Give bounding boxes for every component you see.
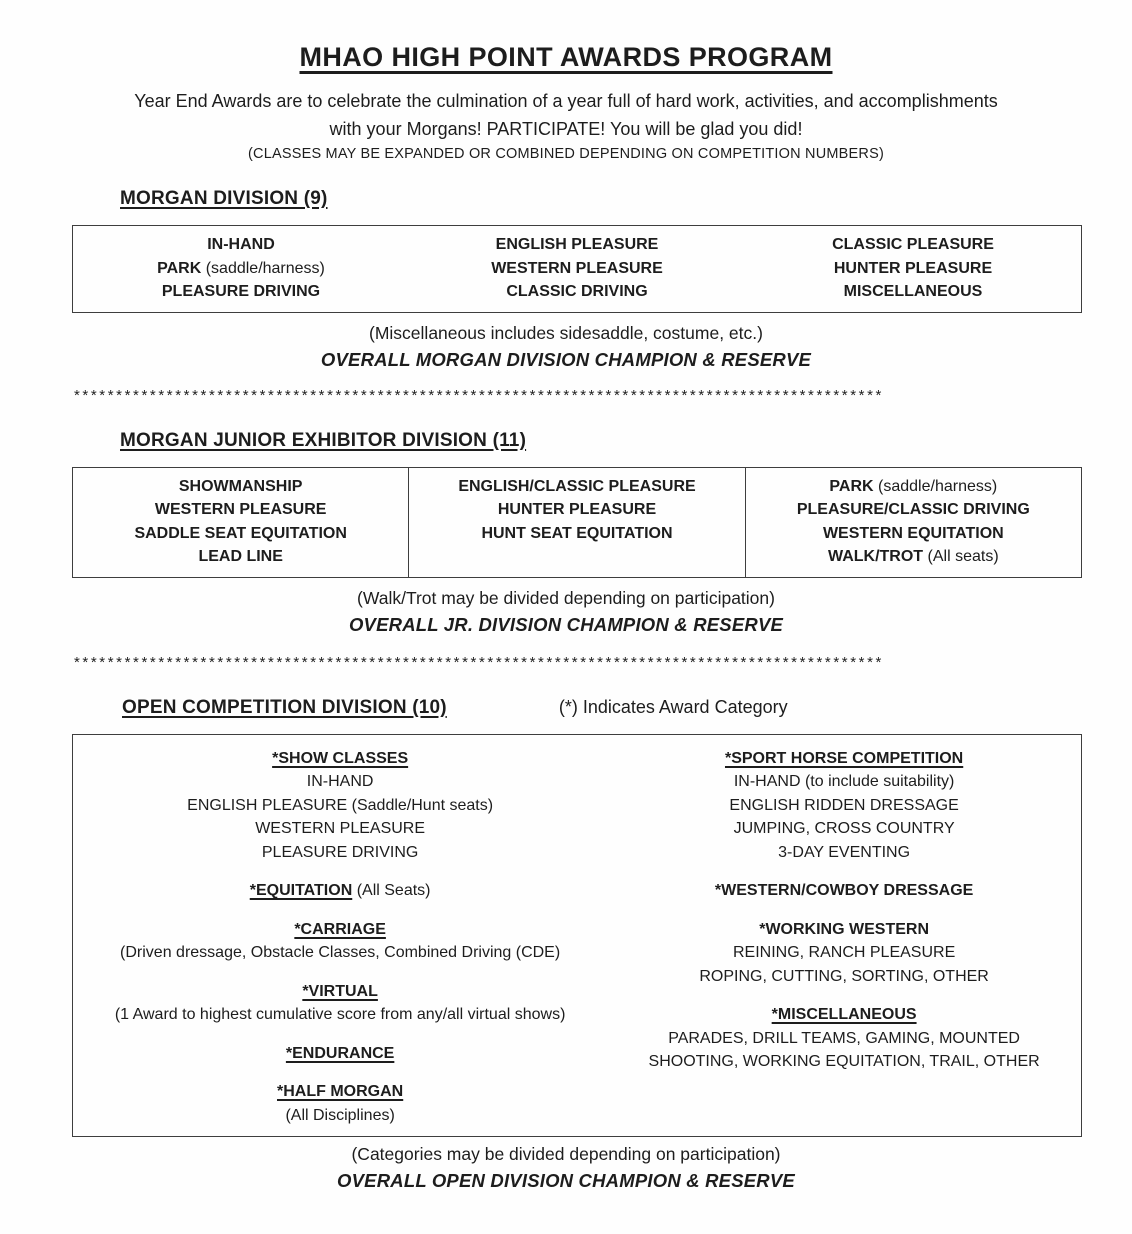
- class-item: WESTERN PLEASURE: [491, 259, 663, 277]
- page-title-text: MHAO HIGH POINT AWARDS PROGRAM: [299, 42, 833, 72]
- class-item: ENGLISH RIDDEN DRESSAGE: [729, 796, 959, 814]
- class-item: [750, 545, 1077, 569]
- open-champion-line: OVERALL OPEN DIVISION CHAMPION & RESERVE: [337, 1170, 795, 1191]
- category-header-equitation: [73, 879, 607, 903]
- morgan-division-heading-text: MORGAN DIVISION (9): [120, 188, 328, 209]
- class-item: WESTERN EQUITATION: [822, 524, 1004, 542]
- class-item-detail: (saddle/harness): [201, 259, 325, 277]
- open-division-table: [72, 734, 1082, 1138]
- morgan-champion-line: OVERALL MORGAN DIVISION CHAMPION & RESERVE: [320, 348, 812, 370]
- class-item: (All Disciplines): [285, 1106, 395, 1124]
- open-division-heading-text: OPEN COMPETITION DIVISION (10): [122, 696, 447, 718]
- junior-column-1: [73, 468, 408, 577]
- class-item: IN-HAND (to include suitability): [733, 773, 955, 790]
- category-header-carriage: *CARRIAGE: [294, 920, 386, 938]
- open-division-heading-row: [122, 697, 1132, 719]
- class-item: ENGLISH PLEASURE (Saddle/Hunt seats): [187, 796, 494, 814]
- category-header-endurance: *ENDURANCE: [285, 1044, 395, 1062]
- junior-division-table: [72, 467, 1082, 578]
- class-item: ROPING, CUTTING, SORTING, OTHER: [699, 967, 989, 985]
- category-header-text: *EQUITATION: [249, 882, 353, 899]
- category-header-show-classes: *SHOW CLASSES: [272, 749, 409, 767]
- class-item: REINING, RANCH PLEASURE: [732, 944, 956, 961]
- category-header-miscellaneous: *MISCELLANEOUS: [771, 1006, 917, 1023]
- category-header-western-cowboy-dressage: *WESTERN/COWBOY DRESSAGE: [714, 882, 974, 899]
- page-title: [0, 0, 1132, 73]
- class-item: IN-HAND: [306, 773, 374, 790]
- morgan-column-1: [73, 226, 409, 312]
- class-item: PLEASURE DRIVING: [261, 843, 419, 861]
- expansion-note: (CLASSES MAY BE EXPANDED OR COMBINED DEPENDING ON COMPETITION NUMBERS): [248, 146, 884, 162]
- asterisk-divider: ************************************************************************************************: [74, 386, 884, 404]
- intro-paragraph: [0, 87, 1132, 143]
- class-item: WESTERN PLEASURE: [255, 820, 426, 837]
- class-item: HUNTER PLEASURE: [833, 259, 993, 277]
- junior-champion-line: OVERALL JR. DIVISION CHAMPION & RESERVE: [348, 613, 784, 635]
- junior-column-2: [408, 468, 744, 577]
- class-item: SHOOTING, WORKING EQUITATION, TRAIL, OTHER: [648, 1053, 1040, 1070]
- class-item-bold: PARK: [157, 259, 202, 277]
- award-category-note: (*) Indicates Award Category: [558, 696, 788, 717]
- intro-line-2: with your Morgans! PARTICIPATE! You will be glad you did!: [329, 119, 803, 139]
- asterisk-divider: ************************************************************************************************: [74, 653, 884, 671]
- class-item: HUNTER PLEASURE: [497, 501, 657, 518]
- class-item: LEAD LINE: [198, 548, 283, 565]
- class-item: CLASSIC DRIVING: [506, 283, 648, 300]
- class-item: (Driven dressage, Obstacle Classes, Combined Driving (CDE): [120, 944, 561, 961]
- categories-note: (Categories may be divided depending on participation): [351, 1144, 781, 1164]
- class-item: PARADES, DRILL TEAMS, GAMING, MOUNTED: [668, 1029, 1020, 1047]
- class-item: SHOWMANSHIP: [178, 477, 303, 495]
- miscellaneous-note: (Miscellaneous includes sidesaddle, costume, etc.): [369, 322, 763, 343]
- junior-column-3: [745, 468, 1081, 577]
- junior-division-heading-text: MORGAN JUNIOR EXHIBITOR DIVISION (11): [120, 429, 527, 451]
- morgan-division-table: [72, 225, 1082, 313]
- intro-line-1: Year End Awards are to celebrate the culmination of a year full of hard work, activities, and accomplishments: [134, 91, 998, 111]
- category-header-detail: (All Seats): [352, 882, 431, 899]
- open-division-heading: [122, 697, 447, 719]
- open-right-column: [607, 747, 1081, 1128]
- class-item: [750, 475, 1077, 499]
- category-header-half-morgan: *HALF MORGAN: [277, 1083, 404, 1100]
- category-header-working-western: *WORKING WESTERN: [759, 920, 929, 938]
- class-item: SADDLE SEAT EQUITATION: [134, 524, 347, 542]
- class-item: CLASSIC PLEASURE: [832, 236, 994, 253]
- class-item: [77, 257, 405, 281]
- category-header-virtual: *VIRTUAL: [302, 982, 378, 1000]
- junior-division-heading: [120, 430, 1132, 452]
- class-item: WESTERN PLEASURE: [154, 501, 327, 518]
- open-left-column: [73, 747, 607, 1128]
- class-item: (1 Award to highest cumulative score from any/all virtual shows): [114, 1006, 566, 1023]
- class-item-detail: (All seats): [923, 548, 999, 565]
- morgan-column-3: [745, 226, 1081, 312]
- morgan-column-2: [409, 226, 745, 312]
- category-header-sport-horse: *SPORT HORSE COMPETITION: [724, 749, 964, 767]
- class-item: HUNT SEAT EQUITATION: [481, 524, 673, 542]
- class-item: PLEASURE/CLASSIC DRIVING: [796, 501, 1030, 518]
- class-item-bold: PARK: [829, 477, 874, 495]
- class-item-bold: WALK/TROT: [827, 548, 924, 565]
- class-item: PLEASURE DRIVING: [161, 283, 321, 300]
- class-item: ENGLISH PLEASURE: [495, 236, 659, 253]
- class-item: IN-HAND: [207, 236, 275, 253]
- class-item: JUMPING, CROSS COUNTRY: [733, 820, 955, 837]
- morgan-division-heading: [120, 188, 1132, 210]
- class-item: MISCELLANEOUS: [843, 283, 983, 300]
- class-item: 3-DAY EVENTING: [778, 843, 911, 861]
- class-item-detail: (saddle/harness): [873, 477, 998, 495]
- walk-trot-note: (Walk/Trot may be divided depending on participation): [357, 587, 775, 608]
- class-item: ENGLISH/CLASSIC PLEASURE: [458, 477, 696, 495]
